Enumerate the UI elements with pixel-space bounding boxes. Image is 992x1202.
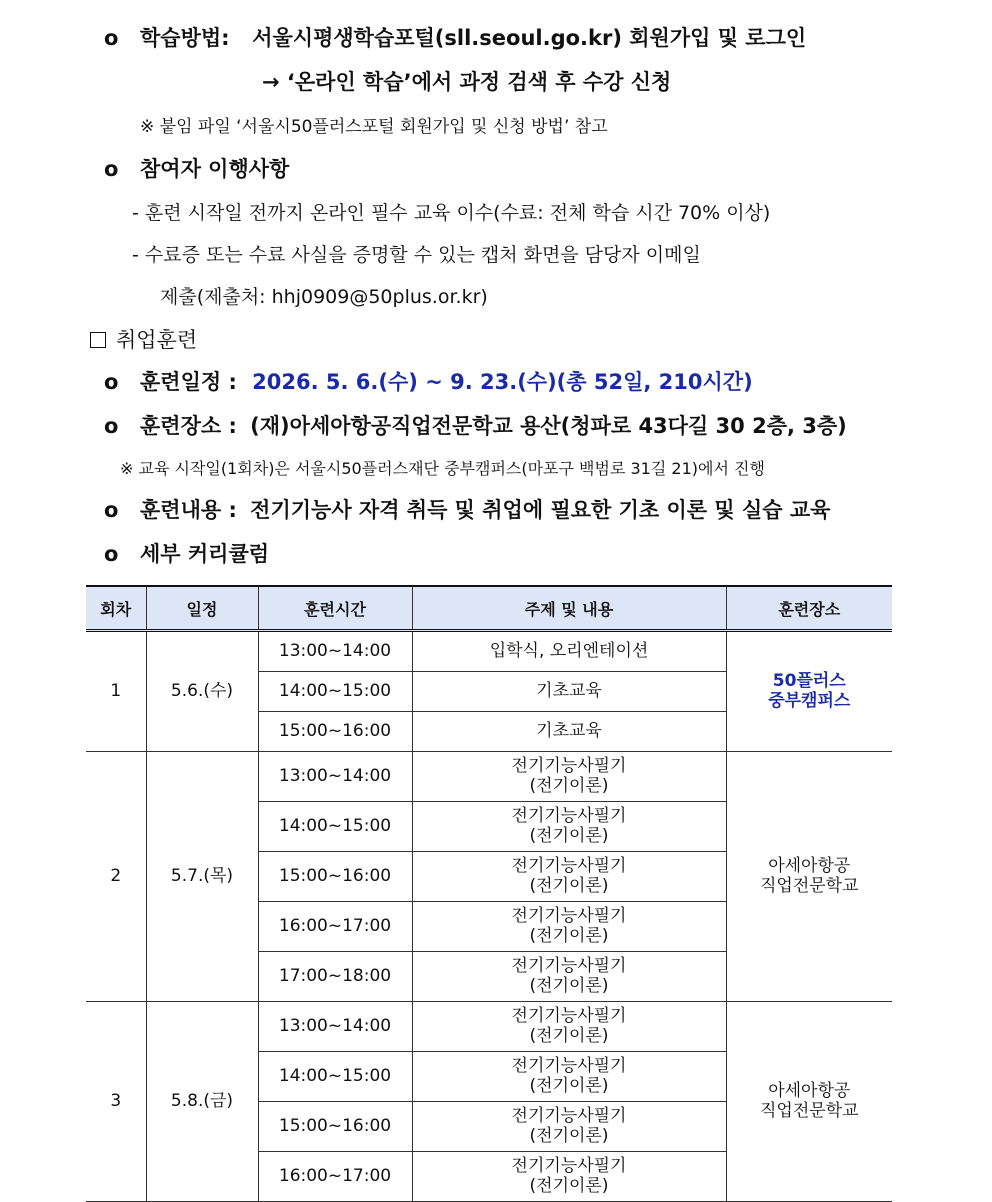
curriculum-heading (104, 538, 269, 568)
date-cell: 5.8.(금) (146, 1002, 258, 1202)
curriculum-table (86, 585, 892, 1202)
topic-cell: 전기기능사필기 (전기이론) (412, 1152, 726, 1202)
header-date: 일정 (146, 586, 258, 631)
topic-cell: 입학식, 오리엔테이션 (412, 631, 726, 672)
date-cell: 5.7.(목) (146, 752, 258, 1002)
topic-cell: 전기기능사필기 (전기이론) (412, 802, 726, 852)
method-note: ※ 붙임 파일 ‘서울시50플러스포털 회원가입 및 신청 방법’ 참고 (140, 117, 608, 137)
topic-cell: 전기기능사필기 (전기이론) (412, 952, 726, 1002)
duty-heading (104, 153, 289, 183)
place-line-1: 아세아항공 (768, 1080, 851, 1101)
date-cell: 5.6.(수) (146, 631, 258, 752)
place-value: (재)아세아항공직업전문학교 용산(청파로 43다길 30 2층, 3층) (250, 414, 847, 438)
duty-title: 참여자 이행사항 (140, 157, 290, 181)
content-line (104, 494, 830, 524)
duty-item-1: - 훈련 시작일 전까지 온라인 필수 교육 이수(수료: 전체 학습 시간 70% 이상) (132, 202, 771, 224)
place-label: 훈련장소 : (140, 414, 237, 438)
table-row (86, 752, 892, 802)
bullet-icon: o (104, 370, 119, 394)
place-line (104, 410, 847, 440)
time-cell: 14:00~15:00 (258, 802, 412, 852)
time-cell: 13:00~14:00 (258, 752, 412, 802)
place-line-2: 직업전문학교 (759, 1100, 859, 1121)
duty-item-2-cont: 제출(제출처: hhj0909@50plus.or.kr) (160, 286, 488, 308)
time-cell: 15:00~16:00 (258, 852, 412, 902)
bullet-icon: o (104, 157, 119, 181)
place-note: ※ 교육 시작일(1회차)은 서울시50플러스재단 중부캠퍼스(마포구 백범로 31길 21)에서 진행 (120, 459, 765, 478)
place-cell (726, 752, 892, 1002)
method-line (104, 22, 806, 52)
method-label: 학습방법: (140, 26, 230, 50)
schedule-value: 2026. 5. 6.(수) ~ 9. 23.(수)(총 52일, 210시간) (252, 370, 753, 394)
topic-cell: 기초교육 (412, 712, 726, 752)
session-cell: 1 (86, 631, 146, 752)
table-row (86, 631, 892, 672)
topic-cell: 전기기능사필기 (전기이론) (412, 1002, 726, 1052)
time-cell: 15:00~16:00 (258, 712, 412, 752)
topic-cell: 기초교육 (412, 672, 726, 712)
time-cell: 16:00~17:00 (258, 902, 412, 952)
header-place: 훈련장소 (726, 586, 892, 631)
section-title: 취업훈련 (116, 328, 198, 352)
content-value: 전기기능사 자격 취득 및 취업에 필요한 기초 이론 및 실습 교육 (250, 498, 831, 522)
section-heading (90, 324, 197, 354)
time-cell: 13:00~14:00 (258, 631, 412, 672)
checkbox-square-icon (90, 332, 106, 348)
place-line-1: 아세아항공 (768, 855, 851, 876)
header-time: 훈련시간 (258, 586, 412, 631)
bullet-icon: o (104, 414, 119, 438)
content-label: 훈련내용 : (140, 498, 237, 522)
topic-cell: 전기기능사필기 (전기이론) (412, 752, 726, 802)
session-cell: 2 (86, 752, 146, 1002)
bullet-icon: o (104, 542, 119, 566)
curriculum-title: 세부 커리큘럼 (140, 542, 270, 566)
place-line-2: 중부캠퍼스 (768, 690, 851, 711)
time-cell: 14:00~15:00 (258, 1052, 412, 1102)
table-header-row (86, 586, 892, 631)
time-cell: 15:00~16:00 (258, 1102, 412, 1152)
bullet-icon: o (104, 498, 119, 522)
place-line-2: 직업전문학교 (759, 875, 859, 896)
schedule-line (104, 366, 753, 396)
schedule-label: 훈련일정 : (140, 370, 237, 394)
duty-item-2: - 수료증 또는 수료 사실을 증명할 수 있는 캡처 화면을 담당자 이메일 (132, 244, 701, 266)
time-cell: 13:00~14:00 (258, 1002, 412, 1052)
method-continuation: → ‘온라인 학습’에서 과정 검색 후 수강 신청 (262, 70, 672, 94)
table-row (86, 1002, 892, 1052)
bullet-icon: o (104, 26, 119, 50)
topic-cell: 전기기능사필기 (전기이론) (412, 1052, 726, 1102)
header-session: 회차 (86, 586, 146, 631)
place-cell (726, 1002, 892, 1202)
topic-cell: 전기기능사필기 (전기이론) (412, 902, 726, 952)
topic-cell: 전기기능사필기 (전기이론) (412, 852, 726, 902)
time-cell: 17:00~18:00 (258, 952, 412, 1002)
time-cell: 16:00~17:00 (258, 1152, 412, 1202)
topic-cell: 전기기능사필기 (전기이론) (412, 1102, 726, 1152)
header-topic: 주제 및 내용 (412, 586, 726, 631)
place-cell (726, 631, 892, 752)
time-cell: 14:00~15:00 (258, 672, 412, 712)
method-text: 서울시평생학습포털(sll.seoul.go.kr) 회원가입 및 로그인 (252, 26, 807, 50)
place-line-1: 50플러스 (772, 670, 846, 691)
session-cell: 3 (86, 1002, 146, 1202)
